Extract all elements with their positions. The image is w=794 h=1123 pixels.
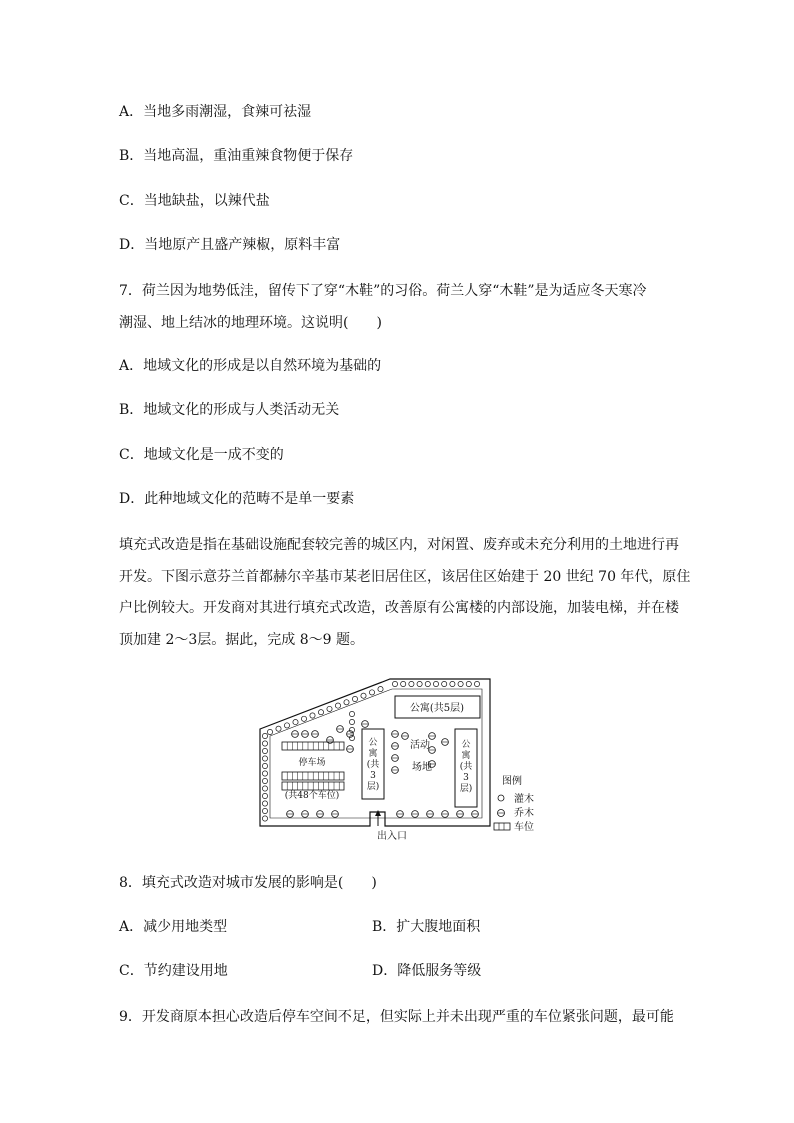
- tree-group: [284, 721, 479, 818]
- apartment-left-char: (共: [366, 760, 380, 770]
- shrub: [369, 690, 374, 695]
- parking-count-label: (共48个车位): [284, 791, 340, 801]
- material-paragraph: [119, 530, 691, 656]
- legend-title: 图例: [502, 776, 522, 787]
- shrub: [262, 741, 267, 746]
- shrub: [262, 771, 267, 776]
- shrub: [262, 733, 267, 738]
- shrub: [262, 793, 267, 798]
- shrub: [349, 735, 354, 740]
- shrub: [262, 748, 267, 753]
- q6-option-d: D．当地原产且盛产辣椒，原料丰富: [119, 237, 341, 253]
- shrub: [318, 710, 323, 715]
- shrub: [349, 719, 354, 724]
- q7-option-b: B．地域文化的形成与人类活动无关: [119, 402, 340, 418]
- apartment-left-char: 公: [368, 738, 378, 748]
- shrub: [262, 778, 267, 783]
- shrub: [417, 681, 422, 686]
- shrub: [267, 729, 272, 734]
- shrub: [349, 727, 354, 732]
- apartment-right-char: 3: [463, 773, 469, 783]
- shrub: [458, 681, 463, 686]
- legend-shrub-label: 灌木: [514, 794, 534, 805]
- parking-label: 停车场: [298, 758, 326, 768]
- apartment-right-char: 寓: [461, 751, 471, 761]
- apartment-top-label: 公寓(共5层): [409, 703, 465, 714]
- q8-option-c: C．节约建设用地: [119, 963, 228, 979]
- activity-label-2: 场地: [412, 762, 432, 773]
- shrub: [262, 756, 267, 761]
- q9-stem: 9．开发商原本担心改造后停车空间不足，但实际上并未出现严重的车位紧张问题，最可能: [119, 1009, 674, 1025]
- q8-stem: 8．填充式改造对城市发展的影响是( ): [119, 875, 377, 891]
- shrub: [335, 703, 340, 708]
- legend-parking-icon: [494, 823, 510, 830]
- shrub: [327, 706, 332, 711]
- shrub: [433, 681, 438, 686]
- shrub: [349, 711, 354, 716]
- apartment-right-char: 公: [461, 740, 471, 750]
- legend-tree-label: 乔木: [514, 808, 534, 819]
- q7-option-d: D．此种地域文化的范畴不是单一要素: [119, 491, 355, 507]
- material-line: 户比例较大。开发商对其进行填充式改造，改善原有公寓楼的内部设施，加装电梯，并在楼: [119, 600, 679, 616]
- shrub: [301, 716, 306, 721]
- shrub: [262, 816, 267, 821]
- q7-option-a: A．地域文化的形成是以自然环境为基础的: [119, 358, 382, 374]
- shrub: [262, 763, 267, 768]
- material-line: 顶加建 2～3层。据此，完成 8～9 题。: [119, 631, 364, 648]
- legend-shrub-icon: [498, 795, 504, 801]
- q8-option-a: A．减少用地类型: [119, 919, 228, 935]
- shrub: [262, 808, 267, 813]
- shrub: [361, 693, 366, 698]
- shrub: [409, 681, 414, 686]
- apartment-left-char: 3: [370, 771, 376, 781]
- activity-label-1: 活动: [410, 740, 430, 751]
- shrub: [276, 726, 281, 731]
- shrub: [262, 786, 267, 791]
- shrub: [262, 801, 267, 806]
- shrub: [474, 681, 479, 686]
- q7-stem-line2: 潮湿、地上结冰的地理环境。这说明( ): [119, 315, 382, 331]
- shrub: [293, 720, 298, 725]
- residential-area-map: [250, 674, 550, 844]
- shrub: [425, 681, 430, 686]
- apartment-left-char: 层): [366, 782, 380, 792]
- q6-option-c: C．当地缺盐，以辣代盐: [119, 193, 270, 209]
- shrub: [344, 700, 349, 705]
- q7-stem-line1: 7．荷兰因为地势低洼，留传下了穿“木鞋”的习俗。荷兰人穿“木鞋”是为适应冬天寒冷: [119, 283, 647, 299]
- shrub: [378, 687, 383, 692]
- legend-parking-label: 车位: [514, 822, 534, 833]
- q8-option-d: D．降低服务等级: [372, 963, 482, 979]
- apartment-right-char: (共: [459, 762, 473, 772]
- shrub: [450, 681, 455, 686]
- shrub: [442, 681, 447, 686]
- q6-option-a: A．当地多雨潮湿，食辣可祛湿: [119, 104, 312, 120]
- shrub: [352, 696, 357, 701]
- material-line: 填充式改造是指在基础设施配套较完善的城区内，对闲置、废弃或未充分利用的土地进行再: [119, 537, 679, 553]
- shrub: [392, 681, 397, 686]
- material-line: 开发。下图示意芬兰首都赫尔辛基市某老旧居住区，该居住区始建于 20 世纪 70 年代，原住: [119, 568, 691, 585]
- q8-option-b: B．扩大腹地面积: [372, 919, 481, 935]
- shrub: [284, 723, 289, 728]
- q7-option-c: C．地域文化是一成不变的: [119, 447, 284, 463]
- entrance-label: 出入口: [377, 831, 407, 842]
- entrance-arrowhead: [375, 810, 381, 816]
- apartment-left-char: 寓: [368, 749, 378, 759]
- q6-option-b: B．当地高温，重油重辣食物便于保存: [119, 148, 354, 164]
- shrub: [401, 681, 406, 686]
- apartment-right-char: 层): [459, 784, 473, 794]
- shrub: [310, 713, 315, 718]
- shrub: [466, 681, 471, 686]
